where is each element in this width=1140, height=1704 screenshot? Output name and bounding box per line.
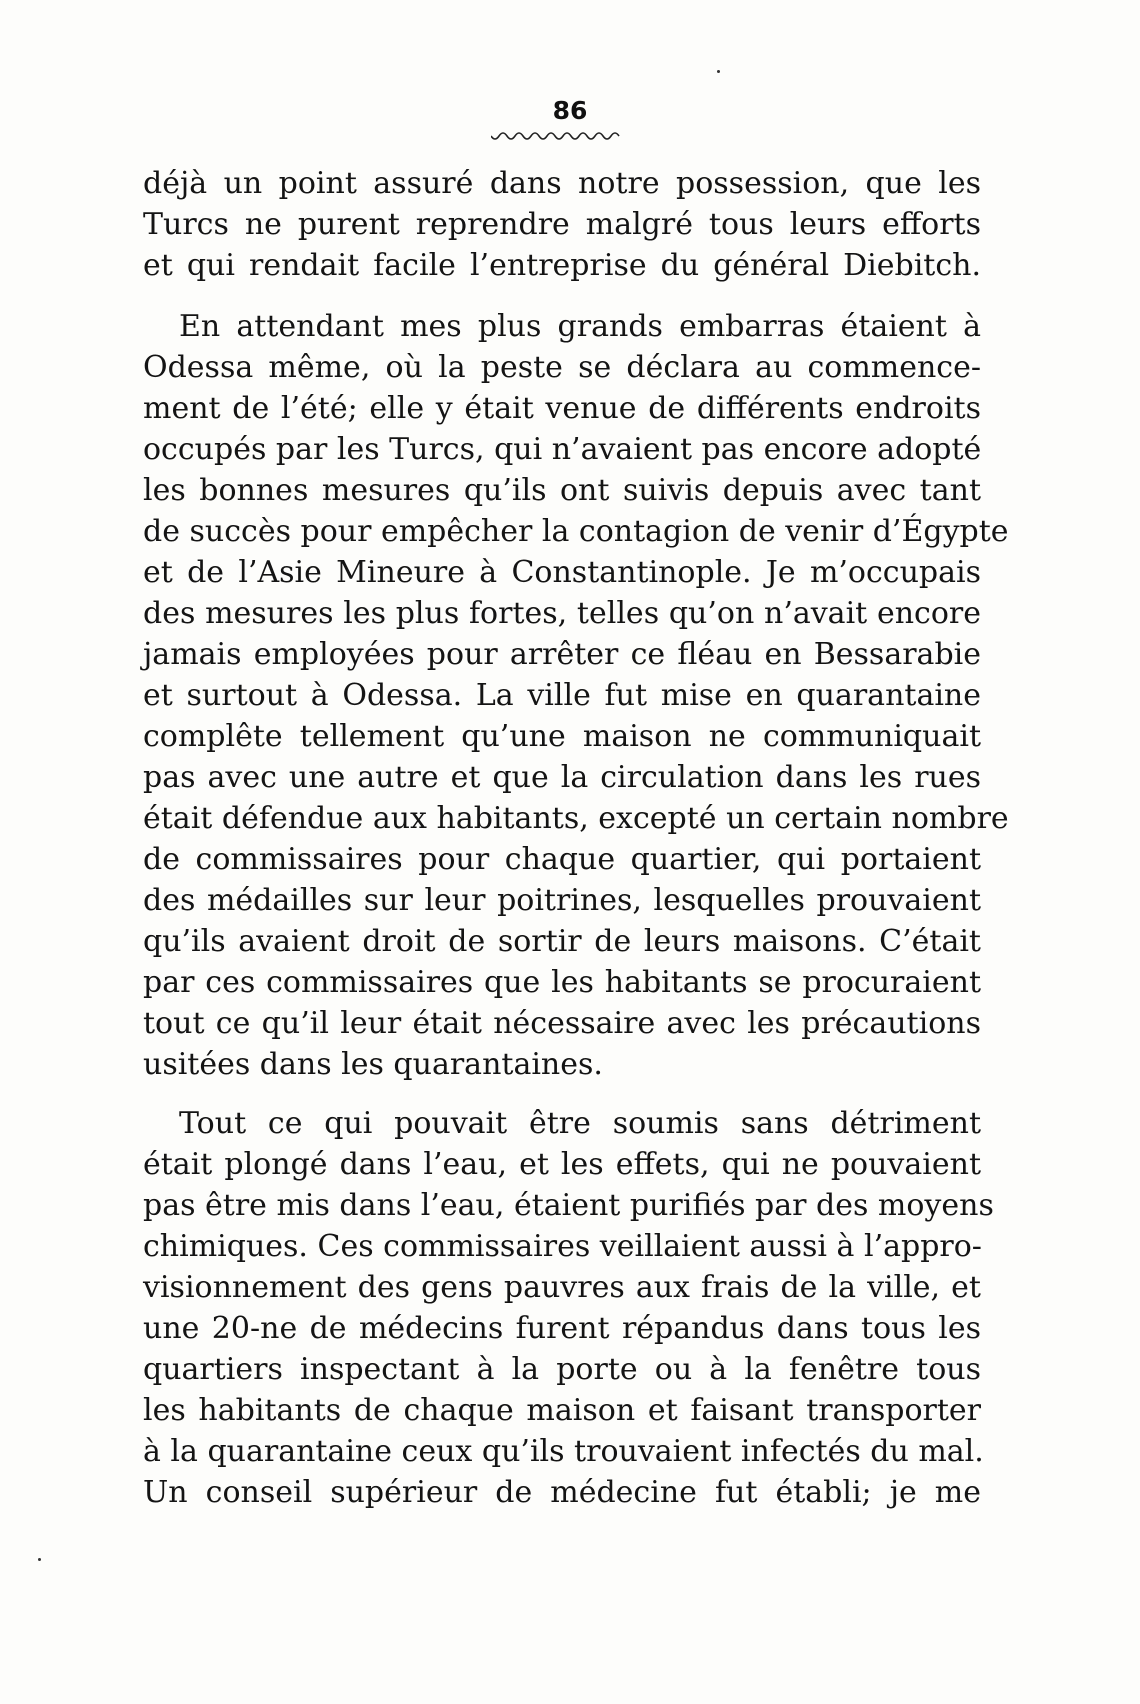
- text-line: des médailles sur leur poitrines, lesquelles prouvaient: [143, 883, 981, 918]
- text-line: déjà un point assuré dans notre possession, que les: [143, 166, 981, 201]
- paragraph-1: [143, 163, 981, 286]
- text-line: et surtout à Odessa. La ville fut mise en quarantaine: [143, 678, 981, 713]
- paragraph-2: [143, 306, 1009, 1085]
- text-line: qu’ils avaient droit de sortir de leurs maisons. C’était: [143, 924, 981, 959]
- page-number: 86: [552, 96, 588, 125]
- text-line: était défendue aux habitants, excepté un certain nombre: [143, 801, 1009, 836]
- text-line: et de l’Asie Mineure à Constantinople. Je m’occupais: [143, 555, 981, 590]
- text-line: Tout ce qui pouvait être soumis sans détriment: [179, 1106, 981, 1141]
- print-speck: [717, 70, 720, 73]
- text-line: Un conseil supérieur de médecine fut établi; je me: [143, 1475, 981, 1510]
- text-line: quartiers inspectant à la porte ou à la fenêtre tous: [143, 1352, 981, 1387]
- text-line: pas avec une autre et que la circulation dans les rues: [143, 760, 981, 795]
- text-line: à la quarantaine ceux qu’ils trouvaient infectés du mal.: [143, 1434, 984, 1469]
- text-line: et qui rendait facile l’entreprise du général Diebitch.: [143, 248, 981, 283]
- text-line: jamais employées pour arrêter ce fléau en Bessarabie: [143, 637, 981, 672]
- wavy-rule-ornament: [491, 132, 621, 144]
- text-line: usitées dans les quarantaines.: [143, 1047, 603, 1082]
- text-line: de commissaires pour chaque quartier, qui portaient: [143, 842, 981, 877]
- paragraph-3: [143, 1103, 994, 1513]
- text-line: chimiques. Ces commissaires veillaient aussi à l’appro-: [143, 1229, 982, 1264]
- text-line: occupés par les Turcs, qui n’avaient pas encore adopté: [143, 432, 982, 467]
- text-line: pas être mis dans l’eau, étaient purifiés par des moyens: [143, 1188, 994, 1223]
- text-line: complête tellement qu’une maison ne communiquait: [143, 719, 981, 754]
- text-line: En attendant mes plus grands embarras étaient à: [179, 309, 981, 344]
- text-line: Turcs ne purent reprendre malgré tous leurs efforts: [143, 207, 981, 242]
- text-line: tout ce qu’il leur était nécessaire avec les précautions: [143, 1006, 981, 1041]
- text-line: des mesures les plus fortes, telles qu’on n’avait encore: [143, 596, 981, 631]
- print-speck: [38, 1558, 41, 1561]
- text-line: était plongé dans l’eau, et les effets, qui ne pouvaient: [143, 1147, 981, 1182]
- text-line: les bonnes mesures qu’ils ont suivis depuis avec tant: [143, 473, 981, 508]
- text-line: les habitants de chaque maison et faisant transporter: [143, 1393, 981, 1428]
- text-line: Odessa même, où la peste se déclara au commence-: [143, 350, 981, 385]
- text-line: par ces commissaires que les habitants se procuraient: [143, 965, 981, 1000]
- text-line: de succès pour empêcher la contagion de venir d’Égypte: [143, 514, 1009, 549]
- text-line: visionnement des gens pauvres aux frais de la ville, et: [143, 1270, 981, 1305]
- text-line: une 20-ne de médecins furent répandus dans tous les: [143, 1311, 981, 1346]
- text-line: ment de l’été; elle y était venue de différents endroits: [143, 391, 981, 426]
